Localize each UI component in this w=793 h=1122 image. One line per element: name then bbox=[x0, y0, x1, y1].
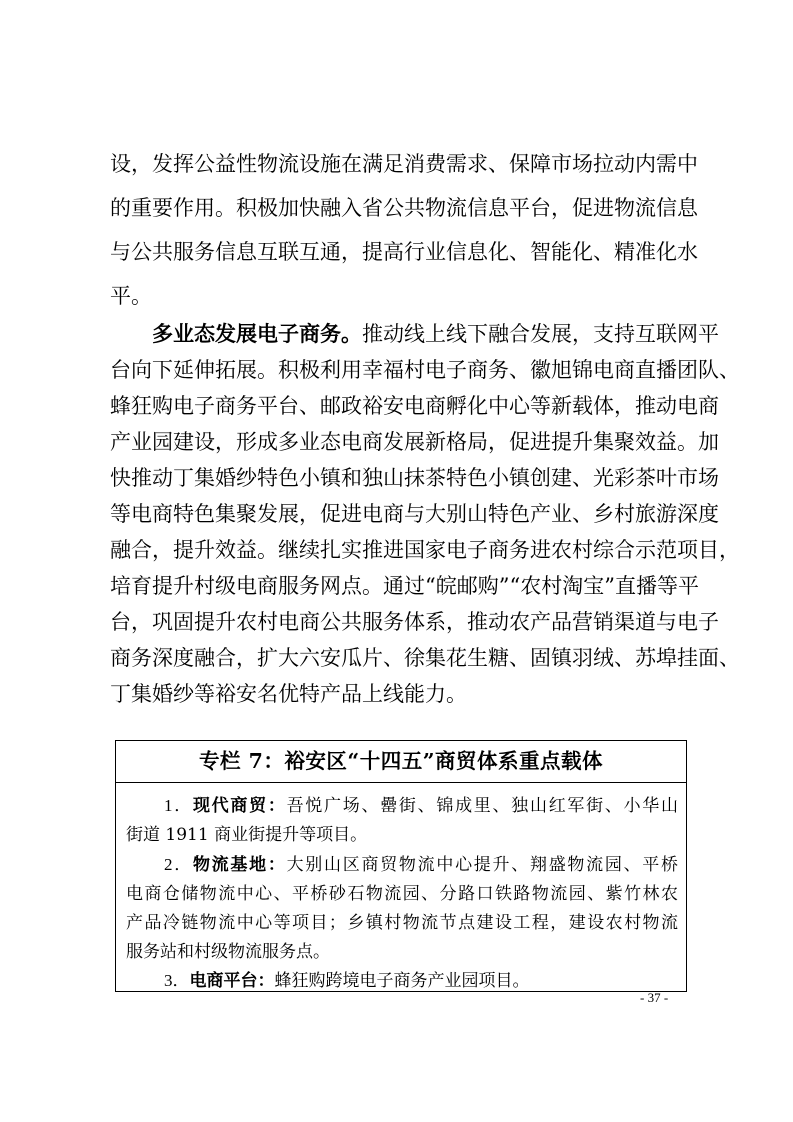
box-item-line: 服务站和村级物流服务点。 bbox=[126, 942, 330, 962]
text-line bbox=[110, 318, 719, 348]
item-label: 物流基地： bbox=[192, 855, 287, 875]
box-item-line bbox=[126, 966, 678, 991]
feature-box-title: 专栏 7：裕安区“十四五”商贸体系重点载体 bbox=[116, 741, 686, 783]
item-number: 1． bbox=[164, 796, 193, 815]
text-line: 的重要作用。积极加快融入省公共物流信息平台，促进物流信息 bbox=[110, 196, 698, 220]
box-item-line bbox=[126, 791, 678, 816]
text-line: 与公共服务信息互联互通，提高行业信息化、智能化、精准化水 bbox=[110, 240, 698, 264]
paragraph-heading: 多业态发展电子商务。 bbox=[152, 321, 362, 346]
text-line: 平。 bbox=[110, 284, 152, 308]
text-line: 等电商特色集聚发展，促进电商与大别山特色产业、乡村旅游深度 bbox=[110, 502, 719, 526]
item-text: 蜂狂购跨境电子商务产业园项目。 bbox=[274, 971, 530, 991]
text-line: 产业园建设，形成多业态电商发展新格局，促进提升集聚效益。加 bbox=[110, 430, 719, 454]
box-item-line: 电商仓储物流中心、平桥砂石物流园、分路口铁路物流园、紫竹林农 bbox=[126, 884, 678, 904]
item-number: 3． bbox=[164, 971, 190, 990]
box-item-line bbox=[126, 850, 678, 875]
text-span: 推动线上线下融合发展，支持互联网平 bbox=[362, 322, 719, 346]
text-line: 商务深度融合，扩大六安瓜片、徐集花生糖、固镇羽绒、苏埠挂面、 bbox=[110, 646, 740, 670]
text-line: 设，发挥公益性物流设施在满足消费需求、保障市场拉动内需中 bbox=[110, 152, 698, 176]
text-line: 融合，提升效益。继续扎实推进国家电子商务进农村综合示范项目， bbox=[110, 538, 740, 562]
box-item-line: 产品冷链物流中心等项目；乡镇村物流节点建设工程，建设农村物流 bbox=[126, 913, 678, 933]
text-line: 蜂狂购电子商务平台、邮政裕安电商孵化中心等新载体，推动电商 bbox=[110, 394, 719, 418]
item-text: 大别山区商贸物流中心提升、翔盛物流园、平桥 bbox=[286, 855, 679, 875]
feature-box bbox=[115, 740, 687, 992]
item-number: 2． bbox=[164, 855, 193, 874]
item-label: 电商平台： bbox=[189, 971, 275, 991]
text-line: 台向下延伸拓展。积极利用幸福村电子商务、徽旭锦电商直播团队、 bbox=[110, 358, 740, 382]
box-item-line: 街道 1911 商业街提升等项目。 bbox=[126, 825, 368, 845]
text-line: 丁集婚纱等裕安名优特产品上线能力。 bbox=[110, 682, 467, 706]
text-line: 培育提升村级电商服务网点。通过“皖邮购”“农村淘宝”直播等平 bbox=[110, 574, 699, 598]
page-number: - 37 - bbox=[640, 990, 669, 1005]
text-line: 台，巩固提升农村电商公共服务体系，推动农产品营销渠道与电子 bbox=[110, 610, 719, 634]
item-text: 吾悦广场、罍街、锦成里、独山红军街、小华山 bbox=[286, 796, 679, 816]
text-line: 快推动丁集婚纱特色小镇和独山抹茶特色小镇创建、光彩茶叶市场 bbox=[110, 466, 719, 490]
item-label: 现代商贸： bbox=[192, 796, 287, 816]
